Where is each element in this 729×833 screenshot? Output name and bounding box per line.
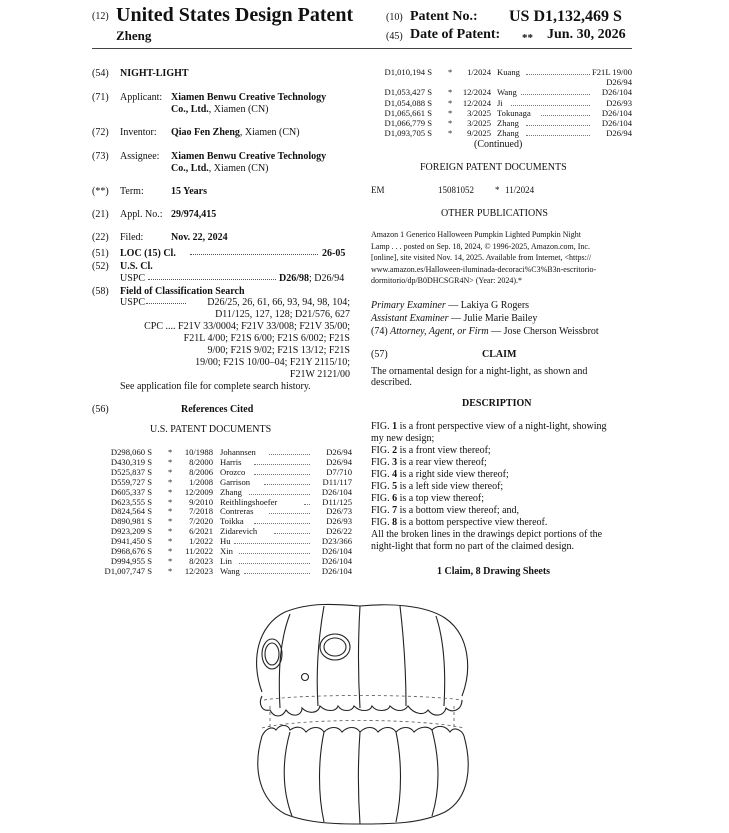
applicant-line-2: Co., Ltd., Xiamen (CN) [171, 104, 269, 115]
ref-name: Toikka [220, 516, 244, 527]
ref-star: * [168, 447, 173, 457]
ref-class: D26/94 [606, 128, 632, 139]
header-divider [92, 48, 632, 49]
ref-class: D26/93 [326, 516, 352, 527]
bottom-lobe-line [320, 732, 325, 822]
ref-star: * [168, 536, 173, 547]
ref-star: * [168, 496, 173, 507]
ref-leader [526, 125, 590, 126]
broken-line [264, 696, 462, 701]
ref-name: Zhang [220, 486, 242, 497]
ref-leader [264, 484, 310, 485]
other-pub-line-1: Amazon 1 Generico Halloween Pumpkin Lighted Pumpkin Night [371, 230, 581, 239]
other-pub-line-2: Lamp . . . posted on Sep. 18, 2024, © 1996-2025, Amazon.com, Inc. [371, 241, 590, 251]
ref-leader [254, 464, 310, 465]
figure-description-line: FIG. 1 is a front perspective view of a night-light, showing [371, 421, 607, 432]
ref-leader [244, 573, 310, 574]
ref-name: Ji [497, 97, 503, 108]
search-line-5: 9/00; F21S 9/02; F21S 13/12; F21S [207, 345, 350, 356]
inventor-surname-header: Zheng [116, 28, 152, 43]
appl-no-label: Appl. No.: [120, 209, 163, 220]
foreign-country: EM [371, 185, 385, 195]
figure-description-line: FIG. 4 is a right side view thereof; [371, 469, 509, 480]
ref-number: D605,337 S [110, 486, 152, 497]
field-21-number: (21) [92, 209, 109, 220]
claim-line-1: The ornamental design for a night-light, as shown and [371, 366, 588, 377]
ref-date: 6/2021 [189, 526, 213, 537]
figure-description-line: FIG. 5 is a left side view thereof; [371, 481, 504, 492]
ref-class: F21L 19/00 [591, 67, 632, 77]
ref-name: Zidarevich [220, 526, 258, 537]
bottom-scalloped-rim [262, 726, 464, 737]
ref-date: 10/1988 [184, 447, 213, 457]
claim-heading: CLAIM [482, 349, 517, 360]
assignee-label: Assignee: [120, 151, 160, 162]
ref-date: 7/2020 [189, 516, 213, 527]
ref-number: D1,053,427 S [384, 87, 432, 98]
ref-star: * [168, 456, 173, 467]
search-line-3: CPC .... F21V 33/0004; F21V 33/008; F21V 35/00; [144, 321, 350, 332]
figure-description-line: night-light that form no part of the claimed design. [371, 541, 575, 552]
references-cited-label: References Cited [181, 404, 254, 415]
foreign-patent-heading: FOREIGN PATENT DOCUMENTS [420, 162, 567, 173]
ref-date: 1/2024 [467, 67, 491, 77]
top-lobe-line [400, 606, 406, 706]
broken-line [262, 721, 464, 729]
ref-date: 7/2018 [189, 506, 213, 517]
patent-no-number: (10) [386, 12, 403, 23]
ref-name: Orozco [220, 466, 246, 477]
ref-leader [239, 553, 310, 554]
nose-dot [302, 674, 309, 681]
ref-date: 3/2025 [467, 107, 491, 118]
ref-star: * [448, 107, 453, 118]
ref-leader [304, 504, 310, 505]
claims-sheets-note: 1 Claim, 8 Drawing Sheets [437, 566, 551, 577]
ref-class: D26/104 [601, 107, 632, 118]
attorney: (74) Attorney, Agent, or Firm — Jose Cherson Weissbrot [371, 326, 599, 337]
us-patent-documents-heading: U.S. PATENT DOCUMENTS [150, 424, 272, 435]
other-pub-line-5: dormitorio/dp/B0DHCSGR4N> (Year: 2024).* [371, 276, 523, 285]
ref-date: 9/2010 [189, 496, 213, 507]
foreign-star: * [495, 185, 500, 195]
bottom-lobe-line [396, 732, 401, 822]
ref-number: D968,676 S [110, 546, 152, 556]
ref-date: 8/2023 [189, 555, 213, 566]
other-publications-heading: OTHER PUBLICATIONS [441, 208, 548, 219]
ref-leader [269, 454, 310, 455]
ref-number: D824,564 S [110, 506, 152, 517]
ref-star: * [168, 526, 173, 537]
us-cl-label: U.S. Cl. [120, 261, 153, 272]
ref-number: D890,981 S [110, 516, 152, 527]
date-marker: ** [522, 32, 533, 44]
ref-leader [526, 74, 590, 75]
invention-title: NIGHT-LIGHT [120, 68, 189, 79]
ref-leader [269, 513, 310, 514]
field-58-number: (58) [92, 286, 109, 297]
figure-description-line: FIG. 2 is a front view thereof; [371, 445, 491, 456]
ref-star: * [168, 506, 173, 517]
loc-class-label: LOC (15) Cl. [120, 248, 176, 259]
other-publication-entry [371, 229, 631, 287]
uspc-leader [148, 279, 276, 280]
ref-leader [234, 543, 310, 544]
ref-number: D298,060 S [110, 447, 152, 457]
search-leader [146, 303, 186, 304]
ref-class: D11/125 [322, 496, 352, 507]
top-lobe-line [359, 606, 361, 708]
ref-star: * [168, 546, 173, 556]
filed-label: Filed: [120, 232, 144, 243]
search-line-1: D26/25, 26, 61, 66, 93, 94, 98, 104; [207, 297, 350, 308]
applicant-label: Applicant: [120, 92, 163, 103]
field-22-number: (22) [92, 232, 109, 243]
ref-date: 3/2025 [467, 118, 491, 128]
assignee-line-2: Co., Ltd., Xiamen (CN) [171, 163, 269, 174]
ref-date: 9/2025 [467, 128, 491, 139]
claim-number: (57) [371, 349, 388, 360]
ref-number: D1,010,194 S [384, 67, 432, 77]
ref-name: Lin [220, 555, 232, 566]
ref-name: Tokunaga [497, 107, 531, 118]
appl-no-value: 29/974,415 [171, 209, 217, 220]
figure-description-line: FIG. 3 is a rear view thereof; [371, 457, 487, 468]
patent-number: US D1,132,469 S [509, 8, 622, 25]
ref-star: * [448, 128, 453, 139]
ref-date: 11/2022 [185, 546, 213, 556]
ref-number: D1,066,779 S [384, 118, 432, 128]
ref-name: Zhang [497, 118, 519, 128]
ref-leader [521, 94, 590, 95]
applicant-name: Xiamen Benwu Creative Technology [171, 92, 327, 103]
search-line-6: 19/00; F21S 10/00–04; F21Y 2115/10; [195, 357, 350, 368]
ref-star: * [448, 67, 453, 77]
field-56-number: (56) [92, 404, 109, 415]
figure-description-line: my new design; [371, 433, 435, 444]
field-of-search-label: Field of Classification Search [120, 286, 245, 297]
ref-name: Zhang [497, 128, 519, 139]
ref-name: Reithlingshoefer [220, 496, 278, 507]
ref-star: * [168, 516, 173, 527]
ref-date: 1/2022 [189, 536, 213, 547]
patent-no-label: Patent No.: [410, 9, 478, 24]
ref-class: D26/104 [321, 555, 352, 566]
term-number: (**) [92, 186, 109, 197]
ref-class: D26/104 [601, 118, 632, 128]
ref-class: D26/73 [326, 506, 352, 517]
date-of-patent: Jun. 30, 2026 [547, 27, 626, 42]
search-uspc-label: USPC [120, 297, 146, 308]
ref-leader [541, 115, 590, 116]
ref-number: D994,955 S [110, 555, 152, 566]
ref-number: D941,450 S [110, 536, 152, 547]
ref-number: D1,093,705 S [384, 128, 432, 139]
field-52-number: (52) [92, 261, 109, 272]
figure-description-line: FIG. 6 is a top view thereof; [371, 493, 485, 504]
ref-star: * [168, 555, 173, 566]
assignee-name: Xiamen Benwu Creative Technology [171, 151, 327, 162]
ref-class: D26/93 [606, 97, 632, 108]
claim-line-2: described. [371, 377, 412, 388]
field-71-number: (71) [92, 92, 109, 103]
description-heading: DESCRIPTION [462, 398, 532, 409]
ref-number: D1,065,661 S [384, 107, 432, 118]
ref-name: Xin [220, 546, 233, 556]
other-pub-line-3: [online], site visited Nov. 14, 2025. Available from Internet, <https:// [371, 253, 592, 262]
ref-star: * [168, 486, 173, 497]
search-line-4: F21L 4/00; F21S 6/00; F21S 6/002; F21S [183, 333, 350, 344]
field-54-number: (54) [92, 68, 109, 79]
field-51-number: (51) [92, 248, 109, 259]
ref-leader [274, 533, 310, 534]
ref-number: D1,054,088 S [384, 97, 432, 108]
ref-name: Contreras [220, 506, 254, 517]
date-of-patent-label: Date of Patent: [410, 27, 501, 42]
ref-star: * [168, 466, 173, 477]
foreign-number: 15081052 [438, 185, 474, 195]
ref-class: D26/22 [326, 526, 352, 537]
ref-number: D923,209 S [110, 526, 152, 537]
ref-number: D1,007,747 S [104, 565, 152, 576]
loc-leader [190, 254, 318, 255]
ref-leader [526, 135, 590, 136]
inventor-name: Qiao Fen Zheng, Xiamen (CN) [171, 127, 300, 138]
document-type-title: United States Design Patent [116, 4, 354, 26]
top-lobe-line [317, 606, 324, 706]
kind-code-number: (12) [92, 11, 109, 22]
ref-class: D26/94 [326, 447, 352, 457]
ref-number: D559,727 S [110, 476, 152, 487]
ref-star: * [448, 97, 453, 108]
bottom-lobe-line [359, 732, 361, 824]
inventor-label: Inventor: [120, 127, 157, 138]
ref-name: Hu [220, 536, 231, 547]
filed-value: Nov. 22, 2024 [171, 232, 228, 243]
ref-name: Kuang [497, 67, 520, 77]
ref-name: Garrison [220, 476, 251, 487]
ref-class: D26/94 [606, 77, 632, 88]
ref-class: D26/104 [321, 546, 352, 556]
ref-number: D623,555 S [110, 496, 152, 507]
ref-date: 12/2024 [462, 87, 491, 98]
ref-name: Wang [497, 87, 517, 98]
ref-date: 12/2024 [462, 97, 491, 108]
ref-class: D26/104 [601, 87, 632, 98]
term-label: Term: [120, 186, 144, 197]
top-lobe-line [436, 616, 445, 706]
loc-class-value: 26-05 [322, 248, 346, 259]
field-73-number: (73) [92, 151, 109, 162]
ref-leader [511, 105, 590, 106]
ref-leader [239, 563, 310, 564]
ref-date: 12/2009 [184, 486, 213, 497]
right-eye-inner [324, 638, 346, 656]
ref-number: D430,319 S [110, 456, 152, 467]
ref-class: D26/104 [321, 565, 352, 576]
ref-class: D23/366 [321, 536, 352, 547]
other-pub-line-4: www.amazon.es/Halloween-iluminada-decoraci%C3%B3n-escritorio- [371, 264, 597, 274]
ref-class: D11/117 [322, 476, 352, 487]
uspc-value: D26/98; D26/94 [279, 273, 345, 284]
ref-leader [254, 523, 310, 524]
ref-name: Harris [220, 456, 242, 467]
search-line-7: F21W 2121/00 [289, 369, 350, 380]
bottom-lobe-line [432, 730, 438, 816]
night-light-drawing [240, 600, 480, 828]
left-eye-inner [265, 643, 279, 665]
ref-star: * [168, 565, 173, 576]
term-value: 15 Years [171, 186, 208, 197]
top-scalloped-rim [260, 696, 462, 716]
ref-date: 8/2000 [189, 456, 213, 467]
ref-class: D26/94 [326, 456, 352, 467]
ref-number: D525,837 S [110, 466, 152, 477]
ref-date: 1/2008 [189, 476, 213, 487]
see-application-file: See application file for complete search history. [120, 381, 311, 392]
ref-name: Johannsen [220, 447, 256, 457]
date-of-patent-number: (45) [386, 31, 403, 42]
uspc-label: USPC [120, 273, 146, 284]
ref-star: * [168, 476, 173, 487]
ref-date: 8/2006 [189, 466, 213, 477]
ref-star: * [448, 118, 453, 128]
ref-class: D26/104 [321, 486, 352, 497]
ref-star: * [448, 87, 453, 98]
figure-description-line: FIG. 7 is a bottom view thereof; and, [371, 505, 520, 516]
continued-note: (Continued) [474, 139, 523, 150]
figure-description-line: All the broken lines in the drawings depict portions of the [371, 529, 603, 540]
primary-examiner: Primary Examiner — Lakiya G Rogers [371, 300, 530, 311]
ref-date: 12/2023 [184, 565, 213, 576]
search-line-2: D11/125, 127, 128; D21/576, 627 [215, 309, 350, 320]
bottom-lobe-line [284, 732, 292, 816]
foreign-date: 11/2024 [505, 185, 535, 195]
field-72-number: (72) [92, 127, 109, 138]
ref-name: Wang [220, 565, 240, 576]
ref-class: D7/710 [326, 466, 352, 477]
ref-leader [249, 494, 310, 495]
assistant-examiner: Assistant Examiner — Julie Marie Bailey [371, 313, 538, 324]
ref-leader [254, 474, 310, 475]
figure-description-line: FIG. 8 is a bottom perspective view thereof. [371, 517, 548, 528]
